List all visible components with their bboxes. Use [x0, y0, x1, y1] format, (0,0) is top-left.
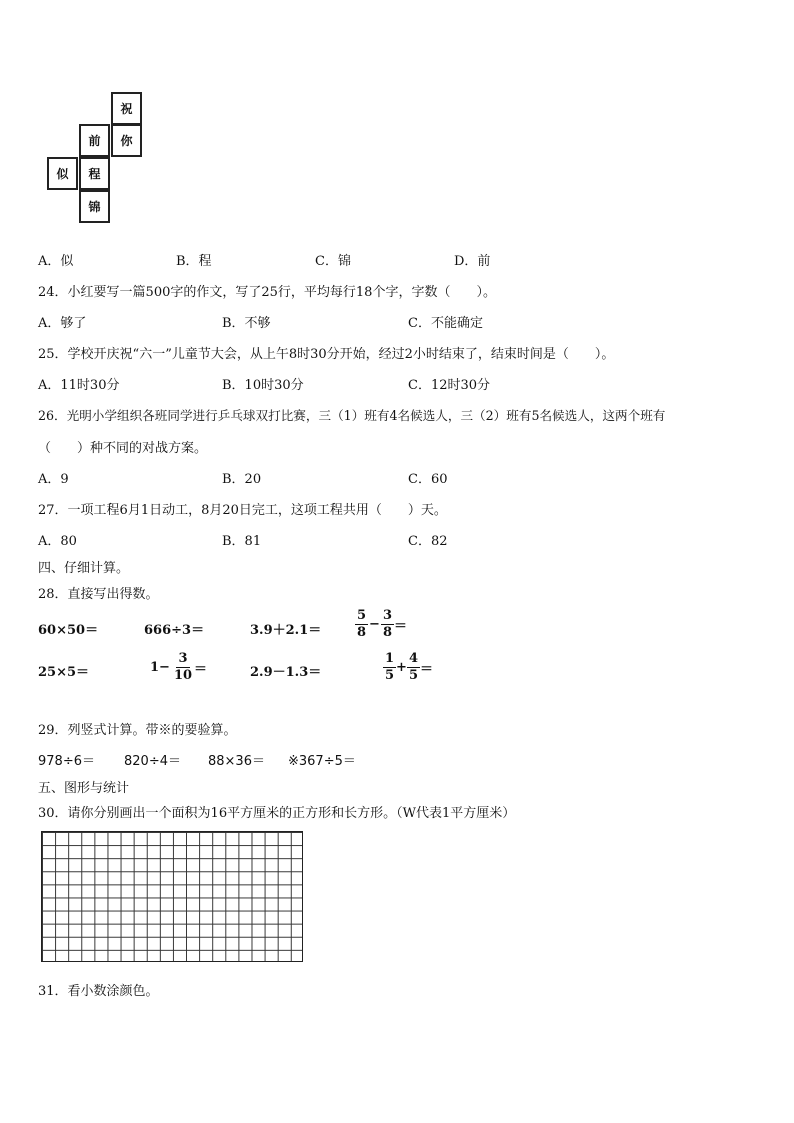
cube-cell-zhu: 祝	[111, 92, 142, 125]
q29-item-4: ※367÷5＝	[288, 754, 356, 769]
section-5-title: 五、图形与统计	[38, 781, 130, 796]
cube-cell-qian: 前	[79, 124, 110, 157]
cube-cell-jin: 锦	[79, 190, 110, 223]
fraction-5-8: $\frac{5}{8}$	[357, 608, 367, 640]
q23-option-b[interactable]: B．程	[176, 254, 212, 269]
section-4-title: 四、仔细计算。	[38, 561, 130, 576]
cube-cell-si: 似	[47, 157, 78, 190]
equals-sign: ＝	[394, 619, 408, 634]
q23-option-c[interactable]: C．锦	[315, 254, 351, 269]
one-minus: 1−	[150, 660, 170, 675]
fraction-4-5: $\frac{4}{5}$	[408, 651, 418, 683]
q25-option-a[interactable]: A．11时30分	[38, 378, 120, 393]
q28-expr-2: 666÷3＝	[144, 623, 205, 638]
q28-expr-6	[150, 651, 207, 684]
q26-option-b[interactable]: B．20	[222, 472, 262, 487]
q23-option-d[interactable]: D．前	[454, 254, 491, 269]
q23-option-a[interactable]: A．似	[38, 254, 74, 269]
cube-cell-cheng: 程	[79, 157, 110, 190]
q24-option-c[interactable]: C．不能确定	[408, 316, 483, 331]
q29-item-2: 820÷4＝	[124, 754, 181, 769]
q28-expr-5: 25×5＝	[38, 665, 90, 680]
fraction-3-8: $\frac{3}{8}$	[382, 608, 392, 640]
q27-question: 27．一项工程6月1日动工，8月20日完工，这项工程共用（ ）天。	[38, 503, 447, 518]
fraction-1-5: $\frac{1}{5}$	[385, 651, 395, 683]
q28-expr-7: 2.9－1.3＝	[250, 665, 322, 680]
q25-option-b[interactable]: B．10时30分	[222, 378, 304, 393]
q26-option-c[interactable]: C．60	[408, 472, 448, 487]
q31-question: 31．看小数涂颜色。	[38, 984, 159, 999]
q25-option-c[interactable]: C．12时30分	[408, 378, 491, 393]
q28-expr-3: 3.9＋2.1＝	[250, 623, 322, 638]
minus-sign: −	[369, 617, 380, 632]
q30-question: 30．请你分别画出一个面积为16平方厘米的正方形和长方形。（W代表1平方厘米）	[38, 806, 516, 821]
q28-expr-4	[355, 608, 407, 641]
q26-question-line1: 26．光明小学组织各班同学进行乒乓球双打比赛，三（1）班有4名候选人，三（2）班有5名候选人，这两个班有	[38, 408, 666, 423]
q25-question: 25．学校开庆祝“六一”儿童节大会，从上午8时30分开始，经过2小时结束了，结束时间是（ ）。	[38, 347, 615, 362]
q27-option-c[interactable]: C．82	[408, 534, 448, 549]
plus-sign: +	[396, 660, 407, 675]
q24-option-b[interactable]: B．不够	[222, 316, 271, 331]
q28-expr-1: 60×50＝	[38, 623, 99, 638]
q27-option-b[interactable]: B．81	[222, 534, 262, 549]
q29-item-1: 978÷6＝	[38, 754, 95, 769]
q26-question-line2: （ ）种不同的对战方案。	[38, 441, 208, 456]
q28-question: 28．直接写出得数。	[38, 587, 159, 602]
q26-option-a[interactable]: A．9	[38, 472, 69, 487]
q28-expr-8	[383, 651, 433, 684]
q29-question: 29．列竖式计算。带※的要验算。	[38, 723, 237, 738]
q27-option-a[interactable]: A．80	[38, 534, 77, 549]
equals-sign: ＝	[420, 662, 434, 677]
q24-option-a[interactable]: A．够了	[38, 316, 87, 331]
q29-item-3: 88×36＝	[208, 754, 265, 769]
fraction-3-10: $\frac{3}{10}$	[173, 651, 193, 683]
q24-question: 24．小红要写一篇500字的作文，写了25行，平均每行18个字，字数（ ）。	[38, 285, 496, 300]
equals-sign: ＝	[194, 662, 208, 677]
grid-paper[interactable]	[41, 831, 303, 962]
cube-cell-ni: 你	[111, 124, 142, 157]
